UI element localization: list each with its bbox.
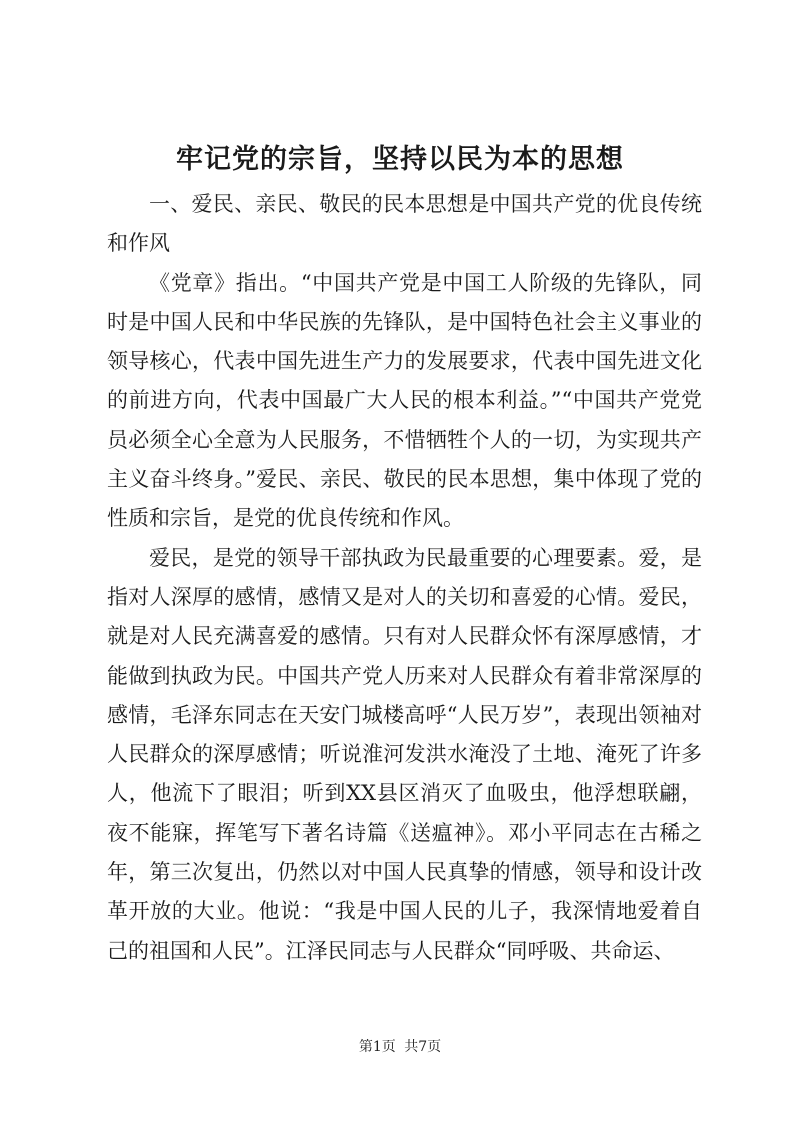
document-body bbox=[107, 185, 702, 971]
body-paragraph: 爱民，是党的领导干部执政为民最重要的心理要素。爱，是指对人深厚的感情，感情又是对人的关切和喜爱的心情。爱民，就是对人民充满喜爱的感情。只有对人民群众怀有深厚感情，才能做到执政为民。中国共产党人历来对人民群众有着非常深厚的感情，毛泽东同志在天安门城楼高呼“人民万岁”，表现出领袖对人民群众的深厚感情；听说淮河发洪水淹没了土地、淹死了许多人，他流下了眼泪；听到XX县区消灭了血吸虫，他浮想联翩，夜不能寐，挥笔写下著名诗篇《送瘟神》。邓小平同志在古稀之年，第三次复出，仍然以对中国人民真挚的情感，领导和设计改革开放的大业。他说：“我是中国人民的儿子，我深情地爱着自己的祖国和人民”。江泽民同志与人民群众“同呼吸、共命运、 bbox=[107, 545, 702, 963]
page-number: 第1页 bbox=[358, 1039, 396, 1055]
page-footer bbox=[0, 1037, 800, 1057]
page-total: 共7页 bbox=[404, 1039, 442, 1055]
body-paragraph: 《党章》指出。“中国共产党是中国工人阶级的先锋队，同时是中国人民和中华民族的先锋队，是中国特色社会主义事业的领导核心，代表中国先进生产力的发展要求，代表中国先进文化的前进方向，代表中国最广大人民的根本利益。”“中国共产党党员必须全心全意为人民服务，不惜牺牲个人的一切，为实现共产主义奋斗终身。”爱民、亲民、敬民的民本思想，集中体现了党的性质和宗旨，是党的优良传统和作风。 bbox=[107, 270, 702, 531]
document-title: 牢记党的宗旨，坚持以民为本的思想 bbox=[176, 144, 624, 175]
section-heading-paragraph: 一、爱民、亲民、敬民的民本思想是中国共产党的优良传统和作风 bbox=[107, 192, 702, 256]
